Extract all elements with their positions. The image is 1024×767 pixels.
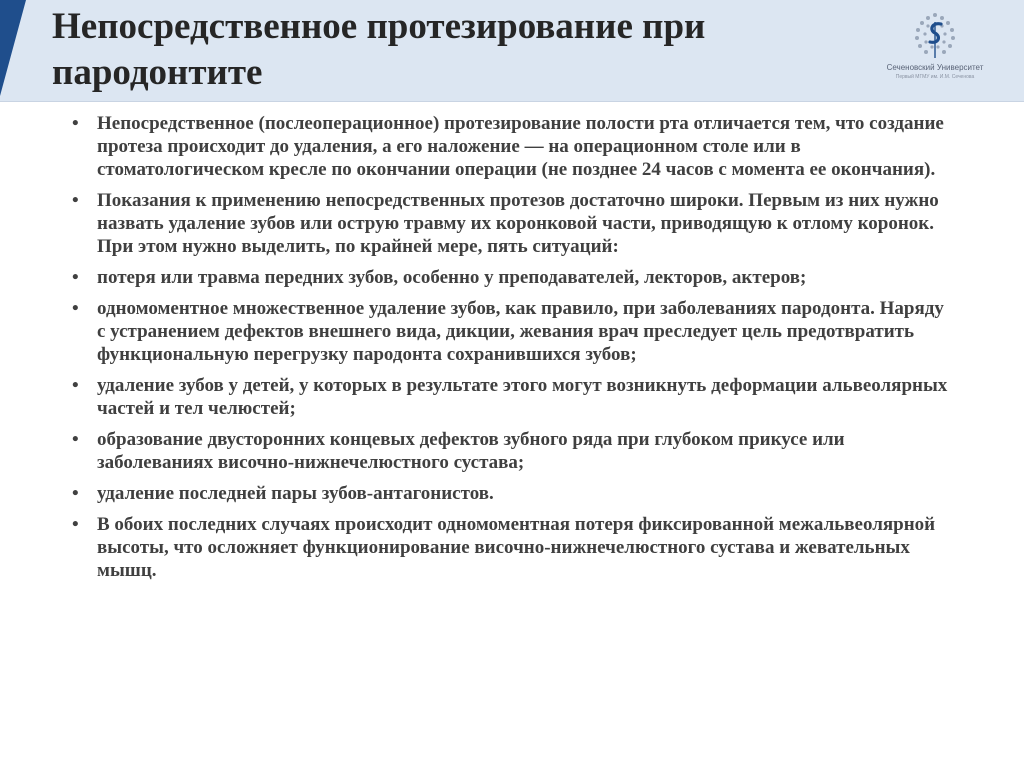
bullet-marker: • <box>72 298 79 319</box>
bullet-item <box>72 513 952 582</box>
sechenov-university-emblem-icon <box>908 10 962 62</box>
bullet-item <box>72 112 952 181</box>
bullet-text: удаление зубов у детей, у которых в результате этого могут возникнуть деформации альвеолярных частей и тел челюстей; <box>97 375 948 419</box>
bullet-text: одномоментное множественное удаление зубов, как правило, при заболеваниях пародонта. Наряду с устранением дефектов внешнего вида, дикции, жевания врач преследует цель предотвратить функциональную перегрузку пародонта сохранившихся зубов; <box>97 298 944 365</box>
bullet-marker: • <box>72 429 79 450</box>
bullet-text: В обоих последних случаях происходит одномоментная потеря фиксированной межальвеолярной высоты, что осложняет функционирование височно-нижнечелюстного сустава и жевательных мышц. <box>97 514 936 581</box>
logo-name: Сеченовский Университет <box>886 63 984 72</box>
bullet-item <box>72 374 952 420</box>
bullet-marker: • <box>72 514 79 535</box>
bullet-text: потеря или травма передних зубов, особенно у преподавателей, лекторов, актеров; <box>97 267 807 288</box>
bullet-item <box>72 189 952 258</box>
bullet-item <box>72 482 952 505</box>
bullet-marker: • <box>72 267 79 288</box>
slide-header <box>0 0 1024 102</box>
bullet-marker: • <box>72 375 79 396</box>
logo-subtitle: Первый МГМУ им. И.М. Сеченова <box>895 74 975 80</box>
bullet-text: удаление последней пары зубов-антагонистов. <box>97 483 494 504</box>
bullet-item <box>72 297 952 366</box>
bullet-text: Показания к применению непосредственных протезов достаточно широки. Первым из них нужно назвать удаление зубов или острую травму их коронковой части, приводящую к отлому коронок. При этом нужно выделить, по крайней мере, пять ситуаций: <box>97 190 939 257</box>
bullet-marker: • <box>72 190 79 211</box>
bullet-marker: • <box>72 483 79 504</box>
bullet-item <box>72 428 952 474</box>
bullet-text: образование двусторонних концевых дефектов зубного ряда при глубоком прикусе или заболеваниях височно-нижнечелюстного сустава; <box>97 429 845 473</box>
university-logo <box>872 10 998 85</box>
bullet-item <box>72 266 952 289</box>
bullet-text: Непосредственное (послеоперационное) протезирование полости рта отличается тем, что создание протеза происходит до удаления, а его наложение — на операционном столе или в стоматологическом кресле по окончании операции (не позднее 24 часов с момента ее окончания). <box>97 113 944 180</box>
bullet-list <box>72 112 952 582</box>
slide-title: Непосредственное протезирование при пародонтите <box>52 6 706 93</box>
header-accent-bar <box>0 0 26 96</box>
slide-content <box>72 112 952 590</box>
bullet-marker: • <box>72 113 79 134</box>
